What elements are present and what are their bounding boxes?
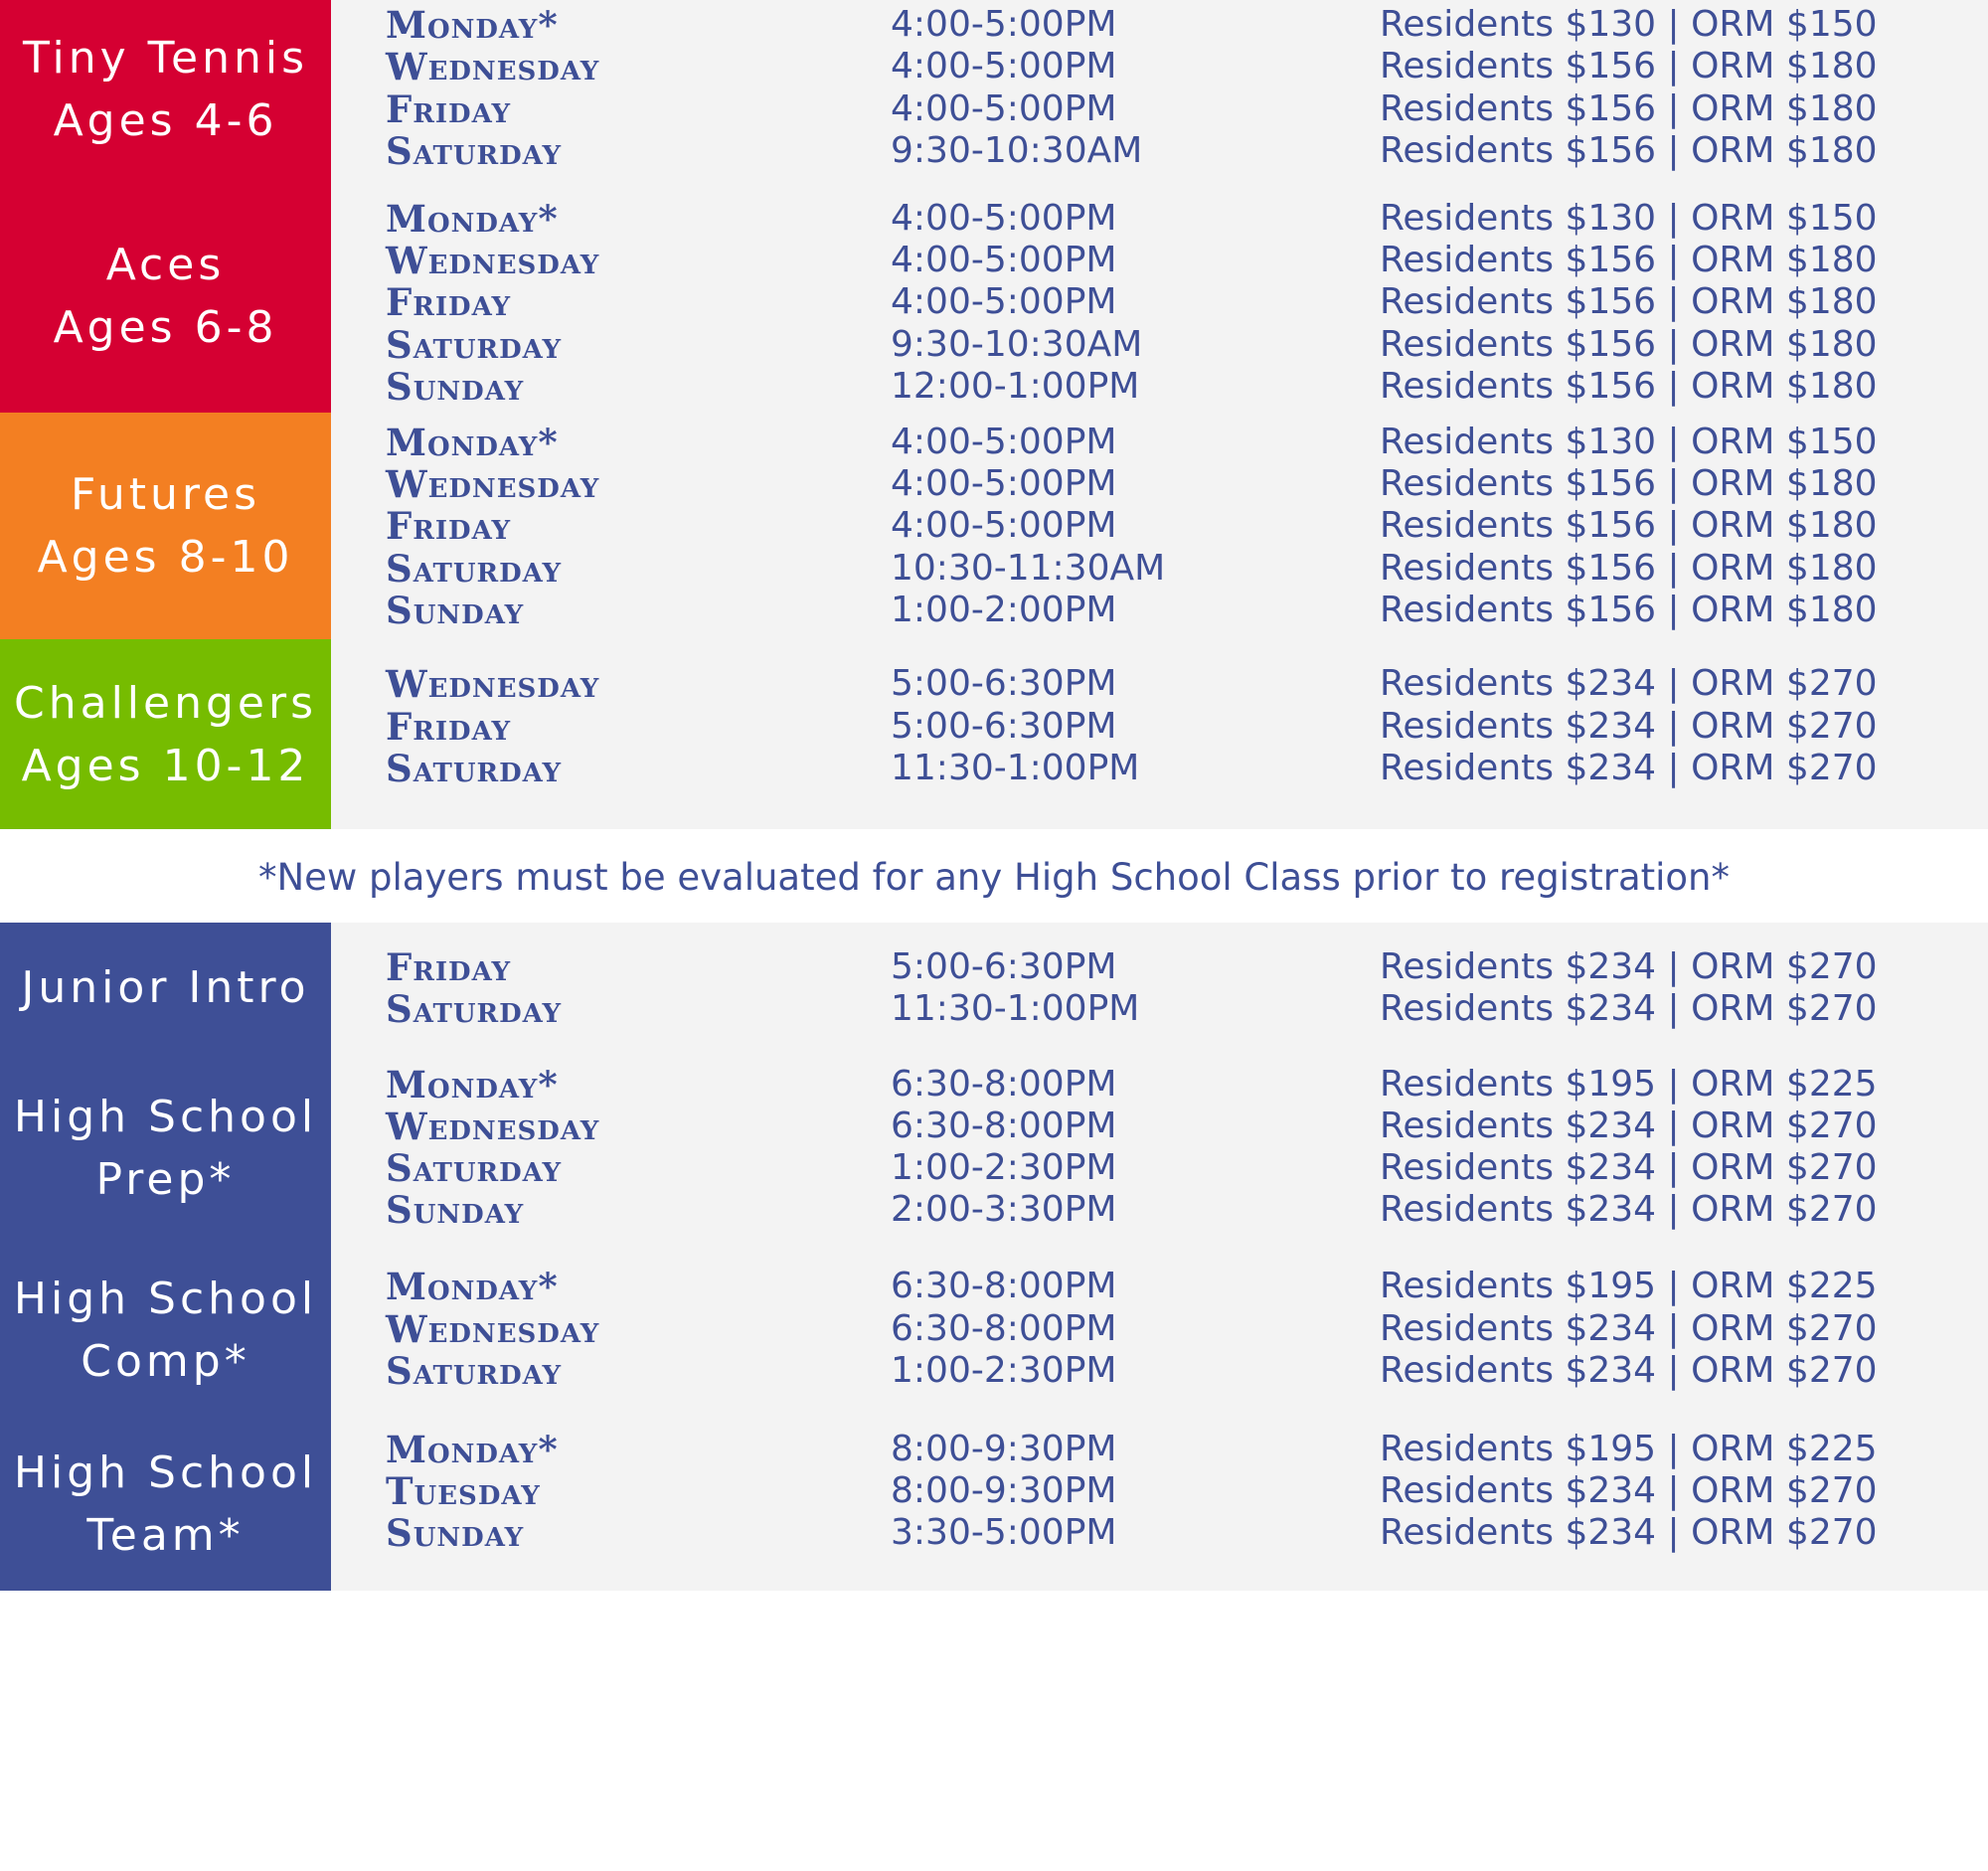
time-label: 5:00-6:30PM bbox=[891, 946, 1117, 987]
schedule-row bbox=[386, 1308, 1936, 1350]
day-label: Tuesday bbox=[386, 1469, 541, 1513]
schedule-row bbox=[386, 366, 1936, 408]
time-label: 6:30-8:00PM bbox=[891, 1106, 1117, 1146]
price-label: Residents $130 | ORM $150 bbox=[1380, 4, 1878, 45]
day-label: Wednesday bbox=[386, 1105, 600, 1148]
price-label: Residents $156 | ORM $180 bbox=[1380, 130, 1878, 171]
time-label: 6:30-8:00PM bbox=[891, 1064, 1117, 1105]
time-label: 8:00-9:30PM bbox=[891, 1429, 1117, 1469]
class-subtitle: Ages 10-12 bbox=[21, 740, 310, 791]
time-label: 11:30-1:00PM bbox=[891, 988, 1140, 1029]
schedule-row bbox=[386, 422, 1936, 463]
day-label: Monday* bbox=[386, 421, 559, 464]
schedule-row bbox=[386, 4, 1936, 46]
class-label-band bbox=[0, 923, 331, 1052]
time-label: 4:00-5:00PM bbox=[891, 463, 1117, 504]
day-label: Saturday bbox=[386, 129, 563, 173]
schedule-row bbox=[386, 505, 1936, 547]
schedule-row bbox=[386, 130, 1936, 172]
schedule-row bbox=[386, 1266, 1936, 1307]
schedule-row bbox=[386, 1512, 1936, 1554]
class-name: High School bbox=[13, 1446, 318, 1498]
day-label: Wednesday bbox=[386, 239, 600, 282]
price-label: Residents $234 | ORM $270 bbox=[1380, 706, 1878, 747]
day-label: Sunday bbox=[386, 589, 525, 632]
price-label: Residents $156 | ORM $180 bbox=[1380, 88, 1878, 129]
time-label: 5:00-6:30PM bbox=[891, 706, 1117, 747]
schedule-row bbox=[386, 1147, 1936, 1189]
price-label: Residents $195 | ORM $225 bbox=[1380, 1064, 1878, 1105]
price-label: Residents $234 | ORM $270 bbox=[1380, 1189, 1878, 1230]
day-label: Saturday bbox=[386, 323, 563, 367]
day-label: Sunday bbox=[386, 365, 525, 409]
class-name: Aces bbox=[105, 239, 226, 290]
schedule-row bbox=[386, 590, 1936, 631]
time-label: 1:00-2:30PM bbox=[891, 1350, 1117, 1391]
price-label: Residents $156 | ORM $180 bbox=[1380, 366, 1878, 407]
class-name: Futures bbox=[70, 469, 261, 520]
schedule-row bbox=[386, 988, 1936, 1030]
day-label: Saturday bbox=[386, 1146, 563, 1190]
price-label: Residents $234 | ORM $270 bbox=[1380, 1106, 1878, 1146]
time-label: 3:30-5:00PM bbox=[891, 1512, 1117, 1553]
time-label: 1:00-2:30PM bbox=[891, 1147, 1117, 1188]
schedule-row bbox=[386, 1064, 1936, 1106]
price-label: Residents $156 | ORM $180 bbox=[1380, 548, 1878, 589]
price-label: Residents $234 | ORM $270 bbox=[1380, 1350, 1878, 1391]
schedule-row bbox=[386, 198, 1936, 240]
class-subtitle: Ages 4-6 bbox=[53, 95, 278, 146]
time-label: 9:30-10:30AM bbox=[891, 324, 1143, 365]
schedule-row bbox=[386, 1106, 1936, 1147]
time-label: 6:30-8:00PM bbox=[891, 1308, 1117, 1349]
price-label: Residents $156 | ORM $180 bbox=[1380, 281, 1878, 322]
class-label-band bbox=[0, 413, 331, 639]
schedule-row bbox=[386, 946, 1936, 988]
price-label: Residents $234 | ORM $270 bbox=[1380, 1308, 1878, 1349]
day-label: Monday* bbox=[386, 3, 559, 47]
price-label: Residents $130 | ORM $150 bbox=[1380, 422, 1878, 462]
schedule-row bbox=[386, 748, 1936, 789]
day-label: Friday bbox=[386, 705, 512, 749]
price-label: Residents $234 | ORM $270 bbox=[1380, 946, 1878, 987]
time-label: 4:00-5:00PM bbox=[891, 505, 1117, 546]
day-label: Monday* bbox=[386, 1265, 559, 1308]
class-name: Junior Intro bbox=[21, 961, 310, 1013]
day-label: Saturday bbox=[386, 547, 563, 591]
price-label: Residents $234 | ORM $270 bbox=[1380, 988, 1878, 1029]
day-label: Wednesday bbox=[386, 1307, 600, 1351]
time-label: 10:30-11:30AM bbox=[891, 548, 1166, 589]
time-label: 4:00-5:00PM bbox=[891, 88, 1117, 129]
price-label: Residents $156 | ORM $180 bbox=[1380, 505, 1878, 546]
day-label: Friday bbox=[386, 504, 512, 548]
class-label-band bbox=[0, 1244, 331, 1417]
schedule-row bbox=[386, 46, 1936, 87]
day-label: Saturday bbox=[386, 1349, 563, 1393]
schedule-row bbox=[386, 463, 1936, 505]
class-subtitle: Ages 8-10 bbox=[37, 532, 294, 583]
class-name: Challengers bbox=[14, 677, 317, 729]
price-label: Residents $156 | ORM $180 bbox=[1380, 46, 1878, 86]
schedule-row bbox=[386, 1429, 1936, 1470]
time-label: 1:00-2:00PM bbox=[891, 590, 1117, 630]
schedule-row bbox=[386, 1470, 1936, 1512]
time-label: 4:00-5:00PM bbox=[891, 281, 1117, 322]
day-label: Friday bbox=[386, 87, 512, 131]
day-label: Monday* bbox=[386, 197, 559, 241]
time-label: 4:00-5:00PM bbox=[891, 240, 1117, 280]
time-label: 2:00-3:30PM bbox=[891, 1189, 1117, 1230]
class-name: Tiny Tennis bbox=[22, 33, 309, 84]
day-label: Wednesday bbox=[386, 45, 600, 88]
schedule-row bbox=[386, 1350, 1936, 1392]
day-label: Saturday bbox=[386, 987, 563, 1031]
time-label: 4:00-5:00PM bbox=[891, 422, 1117, 462]
time-label: 6:30-8:00PM bbox=[891, 1266, 1117, 1306]
day-label: friday bbox=[386, 945, 512, 989]
evaluation-note: *New players must be evaluated for any High School Class prior to registration* bbox=[258, 856, 1730, 899]
class-name: High School bbox=[13, 1091, 318, 1142]
class-label-band bbox=[0, 0, 331, 179]
day-label: Wednesday bbox=[386, 662, 600, 706]
schedule-row bbox=[386, 663, 1936, 705]
time-label: 4:00-5:00PM bbox=[891, 46, 1117, 86]
price-label: Residents $234 | ORM $270 bbox=[1380, 1147, 1878, 1188]
class-subtitle: Prep* bbox=[95, 1153, 236, 1205]
day-label: Sunday bbox=[386, 1511, 525, 1555]
day-label: Wednesday bbox=[386, 462, 600, 506]
schedule-row bbox=[386, 706, 1936, 748]
price-label: Residents $195 | ORM $225 bbox=[1380, 1266, 1878, 1306]
class-label-band bbox=[0, 1417, 331, 1591]
schedule-row bbox=[386, 548, 1936, 590]
price-label: Residents $234 | ORM $270 bbox=[1380, 1512, 1878, 1553]
time-label: 9:30-10:30AM bbox=[891, 130, 1143, 171]
price-label: Residents $195 | ORM $225 bbox=[1380, 1429, 1878, 1469]
day-label: Friday bbox=[386, 280, 512, 324]
class-subtitle: Ages 6-8 bbox=[53, 301, 278, 353]
class-label-band bbox=[0, 179, 331, 413]
day-label: Saturday bbox=[386, 747, 563, 790]
schedule-row bbox=[386, 88, 1936, 130]
time-label: 5:00-6:30PM bbox=[891, 663, 1117, 704]
class-label-band bbox=[0, 1052, 331, 1244]
time-label: 4:00-5:00PM bbox=[891, 198, 1117, 239]
day-label: Sunday bbox=[386, 1188, 525, 1232]
price-label: Residents $156 | ORM $180 bbox=[1380, 240, 1878, 280]
class-subtitle: Team* bbox=[86, 1509, 245, 1561]
schedule-row bbox=[386, 1189, 1936, 1231]
price-label: Residents $234 | ORM $270 bbox=[1380, 748, 1878, 788]
price-label: Residents $130 | ORM $150 bbox=[1380, 198, 1878, 239]
schedule-row bbox=[386, 240, 1936, 281]
schedule-row bbox=[386, 281, 1936, 323]
schedule-row bbox=[386, 324, 1936, 366]
price-label: Residents $156 | ORM $180 bbox=[1380, 463, 1878, 504]
day-label: Monday* bbox=[386, 1428, 559, 1471]
time-label: 12:00-1:00PM bbox=[891, 366, 1140, 407]
time-label: 8:00-9:30PM bbox=[891, 1470, 1117, 1511]
class-subtitle: Comp* bbox=[81, 1336, 250, 1387]
price-label: Residents $156 | ORM $180 bbox=[1380, 590, 1878, 630]
day-label: Monday* bbox=[386, 1063, 559, 1106]
time-label: 4:00-5:00PM bbox=[891, 4, 1117, 45]
price-label: Residents $156 | ORM $180 bbox=[1380, 324, 1878, 365]
price-label: Residents $234 | ORM $270 bbox=[1380, 663, 1878, 704]
time-label: 11:30-1:00PM bbox=[891, 748, 1140, 788]
price-label: Residents $234 | ORM $270 bbox=[1380, 1470, 1878, 1511]
class-label-band bbox=[0, 639, 331, 829]
class-name: High School bbox=[13, 1274, 318, 1324]
